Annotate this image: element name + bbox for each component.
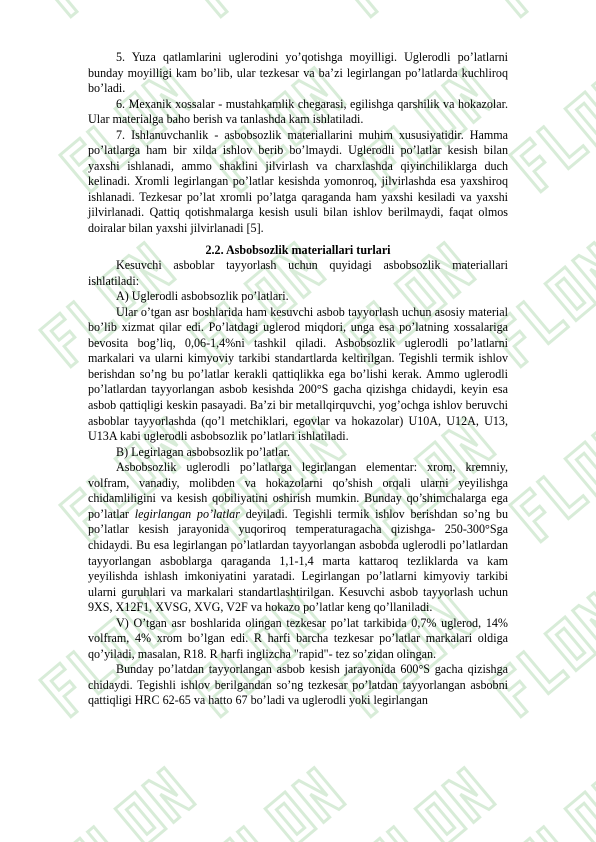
watermark-stroke [510,488,561,541]
document-page [88,50,508,709]
watermark-stroke [60,838,111,842]
watermark-stroke [415,792,466,842]
watermark-stroke [210,838,261,842]
watermark-stroke [573,593,596,648]
subsection-b-title: B) Legirlagan asbobsozlik po’latlar. [116,444,290,459]
watermark-glyph [190,0,325,17]
paragraph-item-6: 6. Mexanik xossalar - mustahkamlik chegarasi, egilishga qarshilik va hokazolar. Ular materialga baho berish va tanlashda kam ishlatiladi. [88,96,508,127]
watermark-stroke [443,768,495,823]
subsection-a-title: A) Uglerodli asbobsozlik po’latlari. [116,289,289,304]
watermark-stroke [510,838,561,842]
watermark-glyph [510,418,596,542]
subsection-a-text: Ular o’tgan asr boshlarida ham kesuvchi asbob tayyorlash uchun asosiy material bo’lib xizmat qilar edi. Po’latdagi uglerod miqdori, unga esa po’latning xossalariga bevosita bog’liq, 0,06-1,4%ni tashkil qiladi. Asbobsozlik uglerodli po’latlarni markalari va ularni kimyoviy tarkibi standartlarda keltirilgan. Tegishli termik ishlov berishdan so’ng bu po’latlar kerakli qattiqlikka ega bo’lishi kerak. Ammo uglerodli po’latlardan tayyorlangan asbob kesishda 200°S gacha qizishga chidaydi, keyin esa asbob qattiqligi keskin pasayadi. Ba’zi bir metallqirquvchi, yog’ochga ishlov beruvchi asboblar tayyorlashda (qo’l metchiklari, egovlar va hokazolar) U10A, U12A, U13, U13A kabi uglerodli asbobsozlik po’latlari ishlatiladi. [88,304,508,444]
watermark-glyph [60,768,195,842]
watermark-glyph [360,768,495,842]
watermark-stroke [40,0,91,17]
watermark-glyph [340,0,475,17]
intro-paragraph: Kesuvchi asboblar tayyorlash uchun quyidagi asbobsozlik materiallari ishlatiladi: [88,258,508,288]
watermark-glyph [490,0,596,17]
paragraph-item-7: 7. Ishlanuvchanlik - asbobsozlik materiallarini muhim xususiyatidir. Hamma po’latlarga ham bir xilda ishlov berib bo’lmaydi. Uglerodli po’latlar kesish bilan yaxshi ishlanadi, ammo shaklini jilvirlash va charxlashda qiyinchiliklarga duch kelinadi. Xromli legirlangan po’latlar kesishda yomonroq, jilvirlashda esa yaxshiroq ishlanadi. Tezkesar po’lat xromli po’latga qaraganda ham yaxshi kesiladi va yaxshi jilvirlanadi. Qattiq qotishmalarga kesish usuli bilan ishlov berilmaydi, faqat olmos doiralar bilan yaxshi jilvirlanadi [5]. [88,127,508,236]
watermark-glyph [510,768,596,842]
watermark-stroke [340,0,391,17]
watermark-stroke [143,768,195,823]
watermark-stroke [40,313,91,366]
watermark-stroke [545,617,596,670]
subsection-b-text-start: Asbobsozlik uglerodli po’latlarga legirlangan elementar: xrom, kremniy, volfram, vanadiy, molibden va hokazolarni qo’shish orqali ularni yeyilishga chidamliligini va kesish qobiliyatini oshirish mumkin. Bunday qo’shimchalarga ega po’latlar [88,460,508,521]
paragraph-item-5: 5. Yuza qatlamlarini uglerodini yo’qotishga moyilligi. Uglerodli po’latlarni bunday moyilligi kam bo’lib, ular tezkesar va ba’zi legirlangan po’latlarda kuchliroq bo’ladi. [88,50,508,96]
watermark-stroke [545,267,596,320]
watermark-stroke [360,838,411,842]
section-heading: 2.2. Asbobsozlik materiallari turlari [205,242,391,257]
watermark-stroke [538,815,589,842]
watermark-glyph [510,68,596,192]
watermark-stroke [40,663,91,716]
watermark-stroke [388,815,439,842]
watermark-stroke [565,92,596,145]
watermark-stroke [293,768,345,823]
watermark-glyph [210,768,345,842]
watermark-stroke [538,465,589,518]
watermark-stroke [510,138,561,191]
watermark-stroke [190,0,241,17]
subsection-b-text [88,460,508,615]
watermark-stroke [538,115,589,168]
last-paragraph: Bunday po’latdan tayyorlangan asbob kesish jarayonida 600°S gacha qizishga chidaydi. Tegishli ishlov berilgandan so’ng tezkesar po’latdan tayyorlangan asbobni qattiqligi HRC 62-65 va hatto 67 bo’ladi va uglerodli yoki legirlangan [88,662,508,708]
watermark-stroke [115,792,166,842]
watermark-stroke [490,0,541,17]
watermark-stroke [565,792,596,842]
watermark-stroke [518,290,569,343]
watermark-stroke [238,815,289,842]
subsection-v-text: V) O’tgan asr boshlarida olingan tezkesar po’lat tarkibida 0,7% uglerod, 14% volfram, 4% xrom bo’lgan edi. R harfi barcha tezkesar po’latlar markalari oldiga qo’yiladi, masalan, R18. R harfi inglizcha "rapid"- tez so’zidan olingan. [88,615,508,661]
subsection-b-text-end: deyiladi. Tegishli termik ishlov berishdan so’ng bu po’latlar kesish jarayonida yuqoriroq temperaturagacha qizishga- 250-300°Sga chidaydi. Bu esa legirlangan po’latlardan tayyorlangan asbobda uglerodli po’latlardan tayyorlangan asboblarga qaraganda 1,1-1,4 marta kattaroq tezliklarda va kam yeyilishda ishlash imkoniyatini yaratadi. Legirlangan po’latlarni kimyoviy tarkibi ularni guruhlari va markalari standartlashtirilgan. Kesuvchi asbob tayyorlash uchun 9XS, X12F1, XVSG, XVG, V2F va hokazo po’latlar keng qo’llaniladi. [88,506,508,615]
watermark-glyph [40,0,175,17]
watermark-stroke [88,815,139,842]
watermark-stroke [265,792,316,842]
italic-term: legirlangan po’latlar [134,506,240,521]
watermark-stroke [518,640,569,693]
watermark-stroke [565,442,596,495]
watermark-stroke [573,243,596,298]
